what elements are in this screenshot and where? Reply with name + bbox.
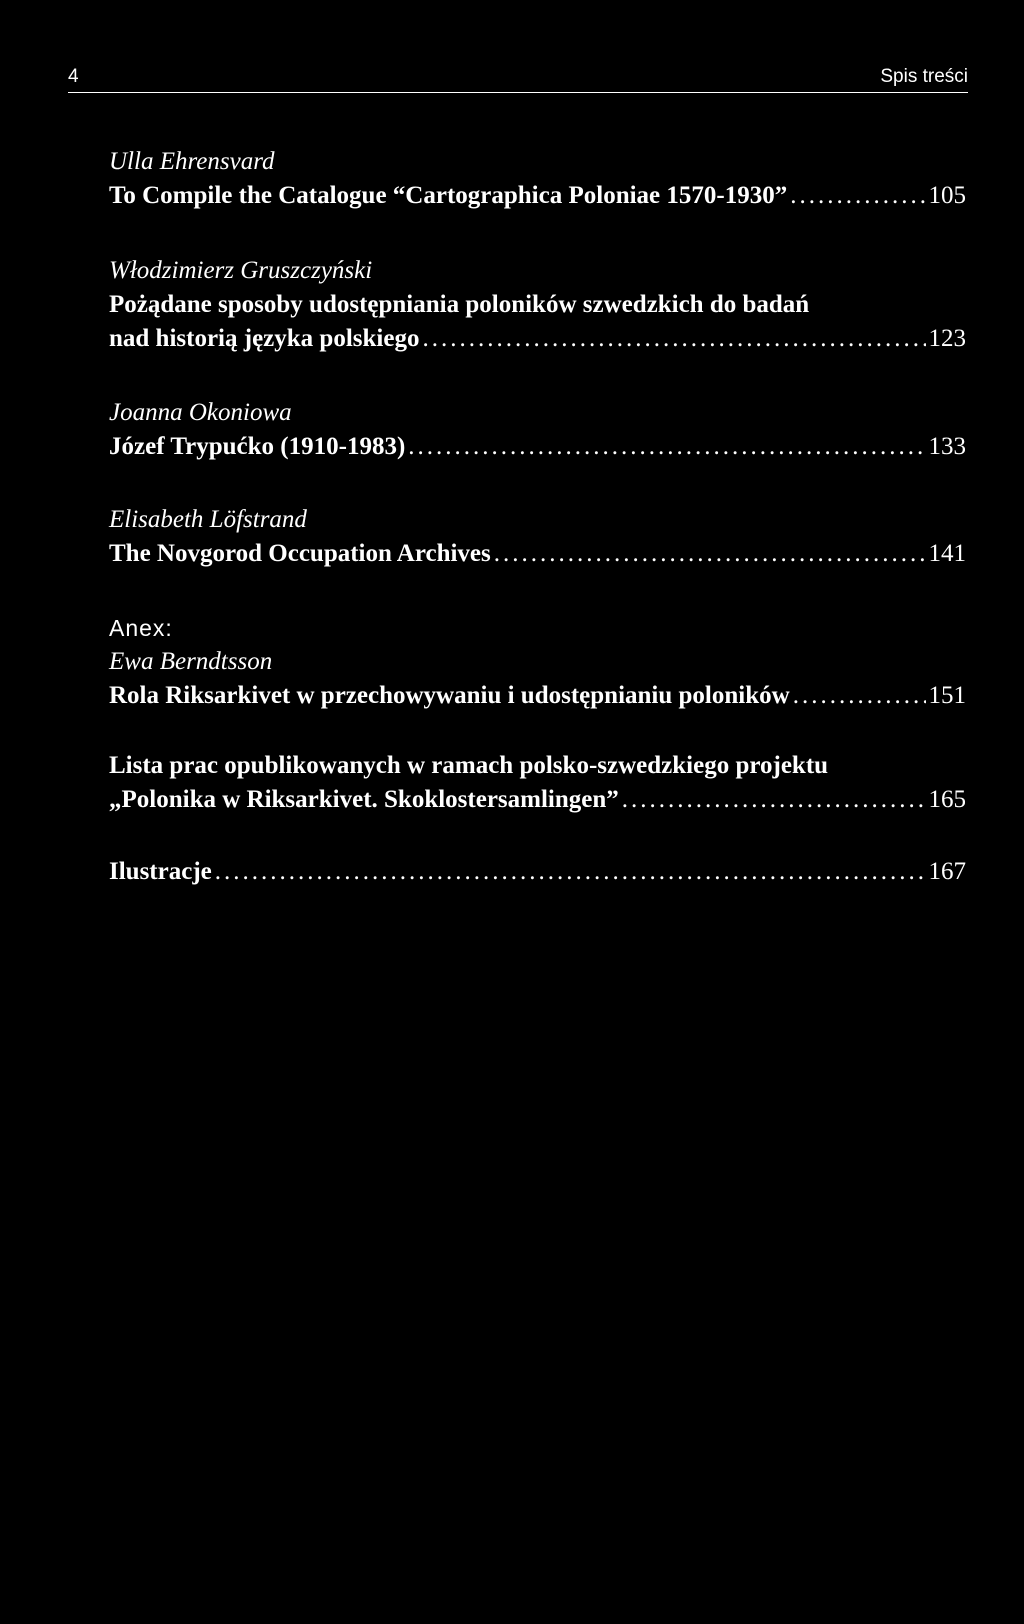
page-header <box>68 62 968 93</box>
entry-title-line: Pożądane sposoby udostępniania poloników szwedzkich do badań <box>109 291 810 318</box>
entry-page-number: 105 <box>928 182 966 209</box>
entry-title-row <box>109 537 966 571</box>
entry-title: Rola Riksarkivet w przechowywaniu i udostępnianiu poloników <box>109 682 790 709</box>
entry-page-number: 133 <box>928 433 966 460</box>
dot-leader <box>793 679 926 713</box>
entry-title-row <box>109 679 966 713</box>
page-number: 4 <box>68 66 79 87</box>
entry-title-row <box>109 855 966 889</box>
entry-page-number: 123 <box>928 325 966 352</box>
toc-entry <box>109 396 966 464</box>
toc-entry <box>109 855 966 889</box>
running-title: Spis treści <box>880 66 968 87</box>
entry-page-number: 141 <box>928 540 966 567</box>
toc-entry <box>109 611 966 713</box>
dot-leader <box>790 179 925 213</box>
entry-title: „Polonika w Riksarkivet. Skoklostersamlingen” <box>109 786 619 813</box>
entry-author: Ulla Ehrensvard <box>109 148 275 175</box>
entry-title-row <box>109 179 966 213</box>
entry-title: Ilustracje <box>109 858 212 885</box>
entry-title: To Compile the Catalogue “Cartographica Poloniae 1570-1930” <box>109 182 788 209</box>
entry-title: Józef Trypućko (1910-1983) <box>109 433 406 460</box>
toc-entry <box>109 503 966 571</box>
dot-leader <box>622 783 926 817</box>
entry-author: Ewa Berndtsson <box>109 648 273 675</box>
entry-title-row <box>109 783 966 817</box>
toc-entry <box>109 254 966 356</box>
entry-page-number: 151 <box>928 682 966 709</box>
toc-entry <box>109 749 966 817</box>
entry-page-number: 167 <box>928 858 966 885</box>
dot-leader <box>408 430 925 464</box>
dot-leader <box>422 322 925 356</box>
entry-title-row <box>109 322 966 356</box>
entry-title: The Novgorod Occupation Archives <box>109 540 491 567</box>
toc-entry <box>109 145 966 213</box>
entry-prefix: Anex: <box>109 615 173 641</box>
entry-title-row <box>109 430 966 464</box>
entry-title: nad historią języka polskiego <box>109 325 420 352</box>
entry-author: Elisabeth Löfstrand <box>109 506 307 533</box>
entry-author: Joanna Okoniowa <box>109 399 292 426</box>
entry-title-line: Lista prac opublikowanych w ramach polsko-szwedzkiego projektu <box>109 752 829 779</box>
dot-leader <box>215 855 926 889</box>
dot-leader <box>494 537 926 571</box>
entry-page-number: 165 <box>928 786 966 813</box>
entry-author: Włodzimierz Gruszczyński <box>109 257 373 284</box>
